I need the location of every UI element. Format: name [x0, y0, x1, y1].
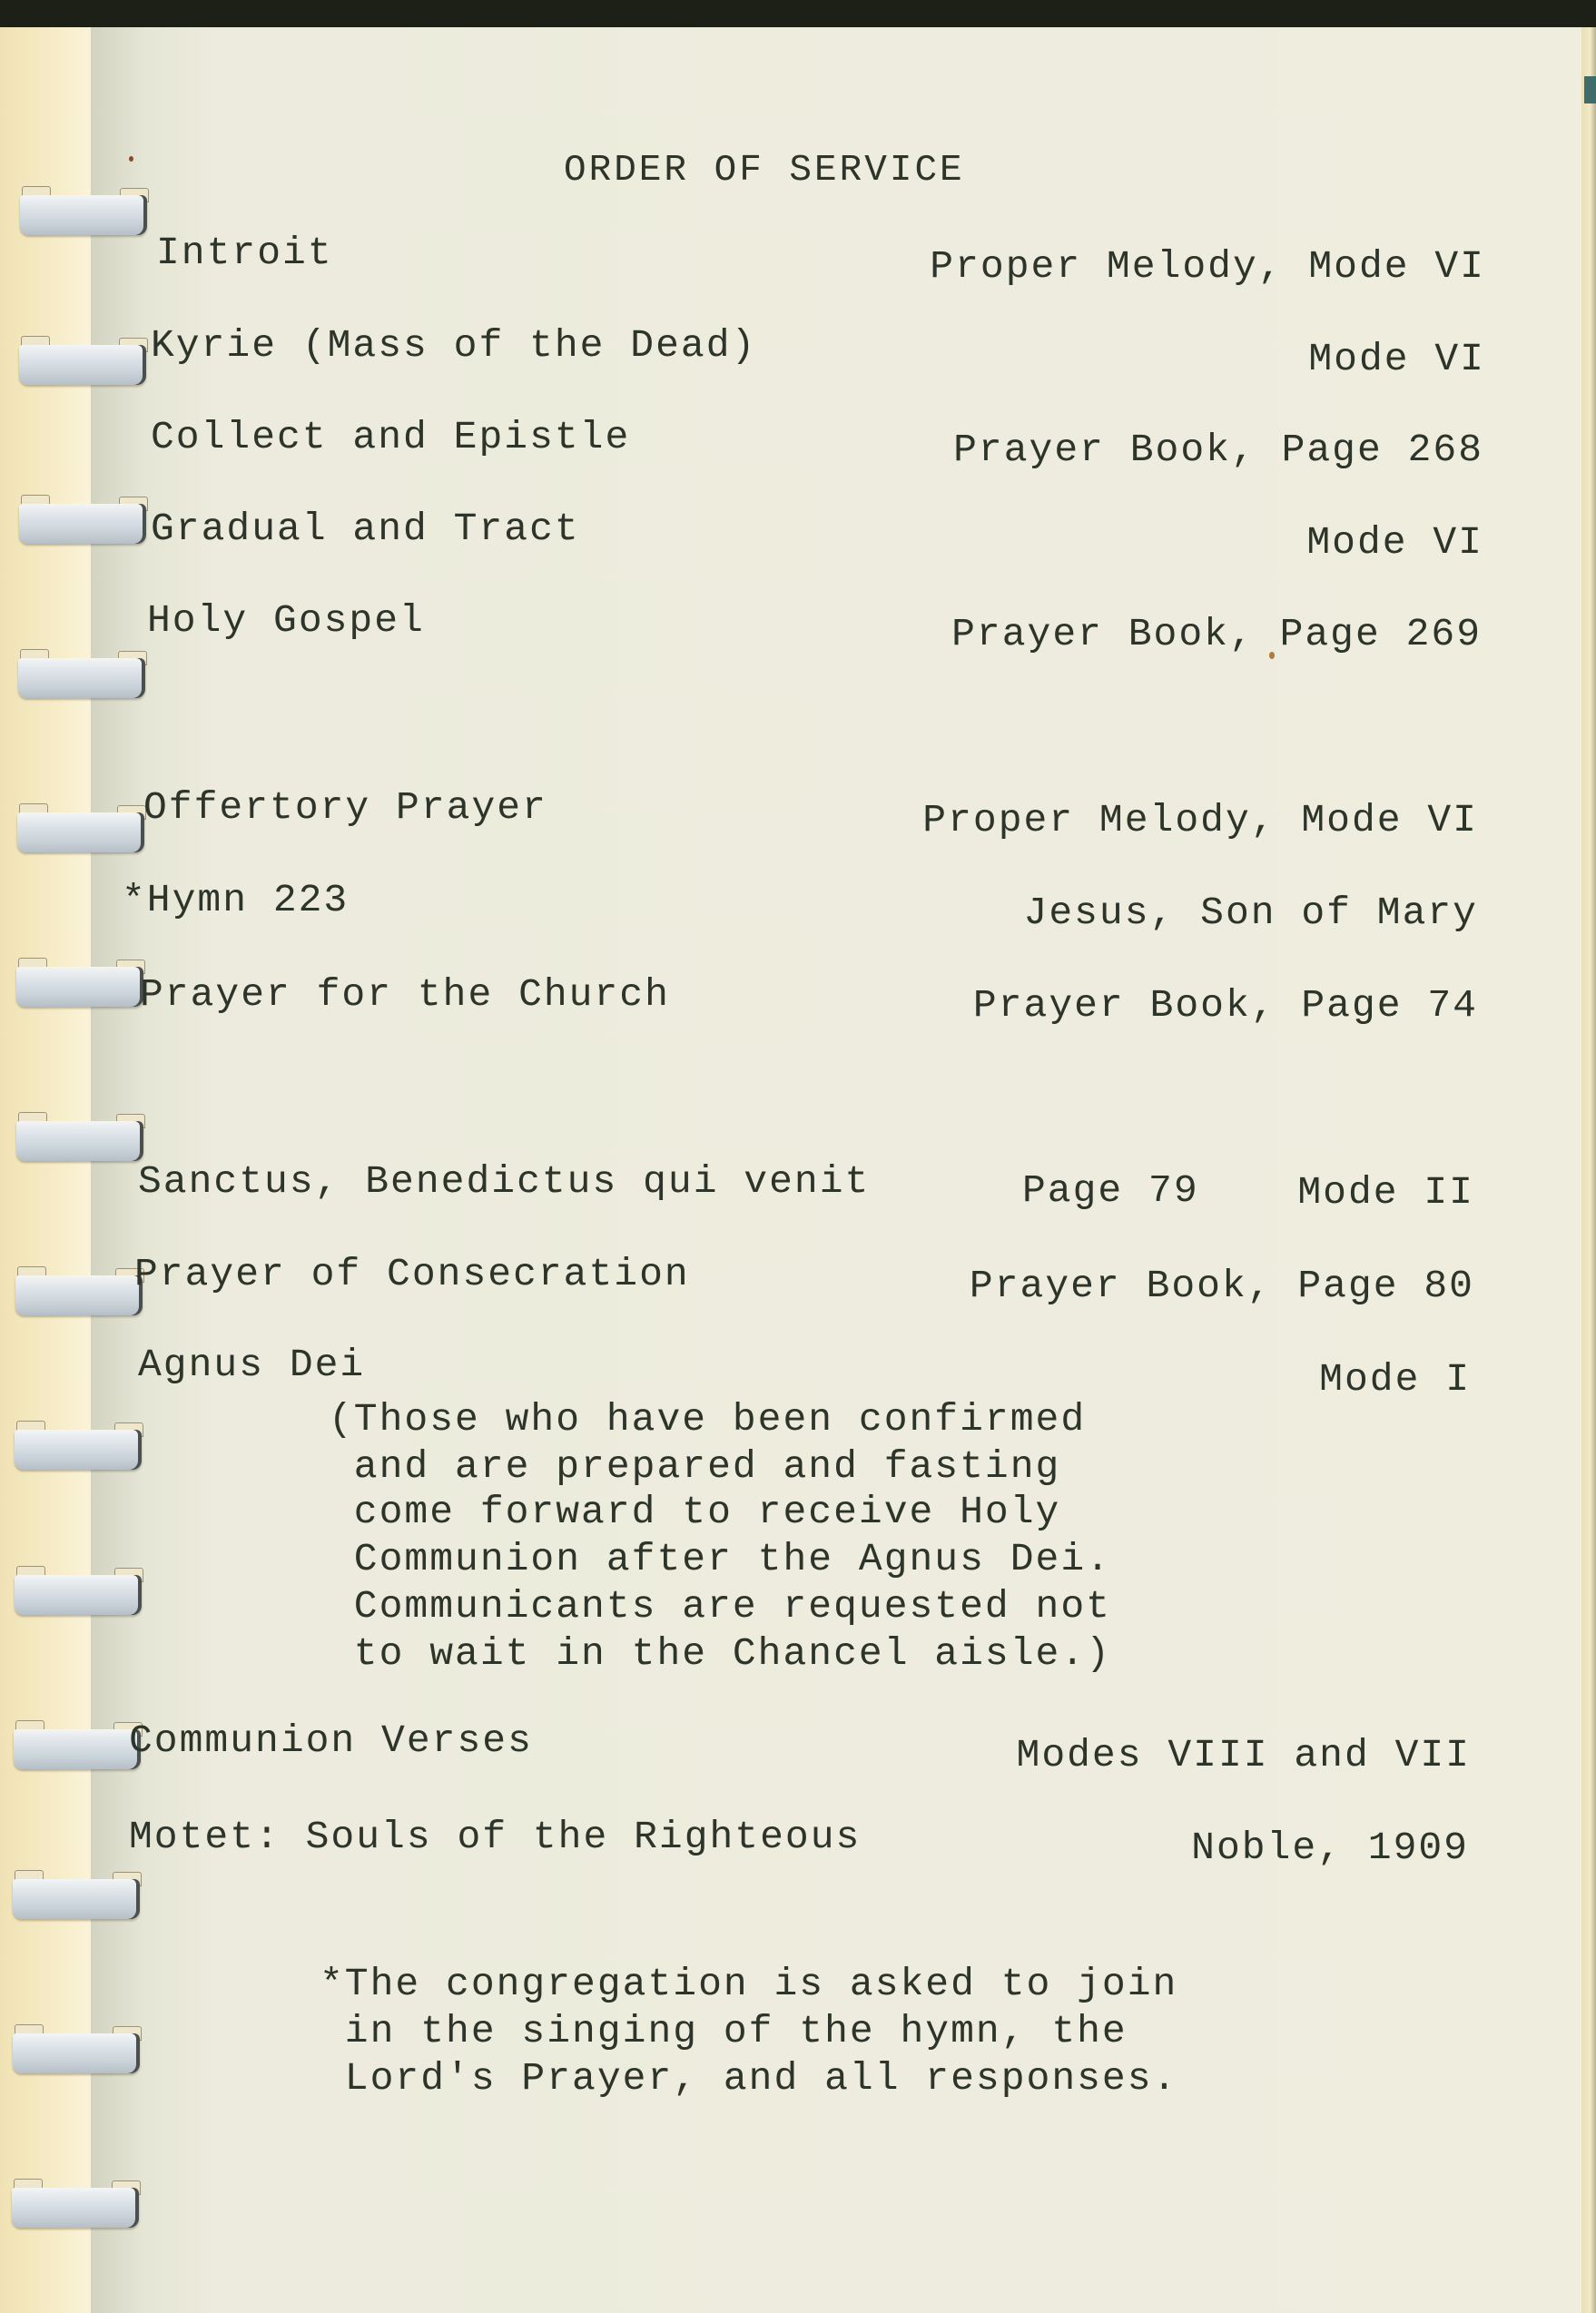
note-line: and are prepared and fasting: [329, 1444, 1061, 1489]
item-motet-detail: Noble, 1909: [1191, 1826, 1469, 1870]
binding-loop: [7, 1421, 143, 1461]
item-sanctus-detail: Mode II: [1297, 1170, 1474, 1215]
note-line: come forward to receive Holy: [329, 1490, 1061, 1534]
item-agnus-dei-detail: Mode I: [1319, 1357, 1471, 1402]
footnote-line: Lord's Prayer, and all responses.: [320, 2056, 1178, 2101]
item-holy-gospel-detail: Prayer Book, Page 269: [951, 612, 1482, 656]
item-gradual-tract-detail: Mode VI: [1306, 520, 1483, 565]
binding-loop: [5, 2179, 141, 2219]
binding-loop: [10, 803, 146, 843]
item-motet: Motet: Souls of the Righteous: [129, 1815, 862, 1859]
binding-loop: [7, 1566, 143, 1606]
item-introit: Introit: [156, 231, 333, 275]
binding-loop: [5, 1870, 142, 1910]
item-consecration-detail: Prayer Book, Page 80: [969, 1264, 1474, 1308]
cover-edge-accent: [1584, 76, 1596, 103]
item-communion-verses-detail: Modes VIII and VII: [1016, 1733, 1471, 1777]
item-hymn: *Hymn 223: [122, 878, 350, 922]
item-offertory-prayer: Offertory Prayer: [143, 785, 547, 830]
page-right-edge: [1581, 27, 1596, 2313]
binding-loop: [12, 495, 148, 535]
item-hymn-detail: Jesus, Son of Mary: [1023, 891, 1478, 935]
note-line: Communion after the Agnus Dei.: [329, 1537, 1111, 1581]
footnote-line: in the singing of the hymn, the: [320, 2009, 1128, 2053]
item-sanctus-page: Page 79: [1022, 1168, 1199, 1213]
binding-loop: [5, 2024, 142, 2064]
note-line: (Those who have been confirmed: [329, 1397, 1087, 1442]
item-collect-epistle-detail: Prayer Book, Page 268: [953, 428, 1483, 472]
binding-loop: [9, 958, 145, 998]
note-line: to wait in the Chancel aisle.): [329, 1631, 1111, 1676]
binding-loop: [8, 1266, 144, 1306]
binding-loop: [9, 1112, 145, 1152]
item-gradual-tract: Gradual and Tract: [151, 507, 580, 551]
item-holy-gospel: Holy Gospel: [147, 598, 425, 643]
item-prayer-church: Prayer for the Church: [140, 972, 670, 1017]
scan-top-border: [0, 0, 1596, 29]
item-kyrie: Kyrie (Mass of the Dead): [151, 323, 757, 368]
page-title: ORDER OF SERVICE: [564, 150, 965, 192]
item-collect-epistle: Collect and Epistle: [151, 415, 631, 459]
paper-speck: [129, 156, 133, 162]
item-agnus-dei: Agnus Dei: [138, 1343, 366, 1387]
item-consecration: Prayer of Consecration: [134, 1252, 690, 1296]
binding-loop: [13, 186, 149, 226]
binding-loop: [6, 1720, 143, 1760]
note-line: Communicants are requested not: [329, 1584, 1111, 1629]
item-communion-verses: Communion Verses: [129, 1718, 533, 1763]
item-sanctus: Sanctus, Benedictus qui venit: [138, 1159, 871, 1204]
binding-loop: [11, 649, 147, 689]
footnote-line: *The congregation is asked to join: [320, 1962, 1178, 2006]
item-prayer-church-detail: Prayer Book, Page 74: [972, 983, 1478, 1028]
binding-loop: [12, 336, 148, 376]
item-kyrie-detail: Mode VI: [1308, 337, 1485, 381]
item-offertory-prayer-detail: Proper Melody, Mode VI: [922, 798, 1478, 842]
item-introit-detail: Proper Melody, Mode VI: [930, 244, 1485, 289]
